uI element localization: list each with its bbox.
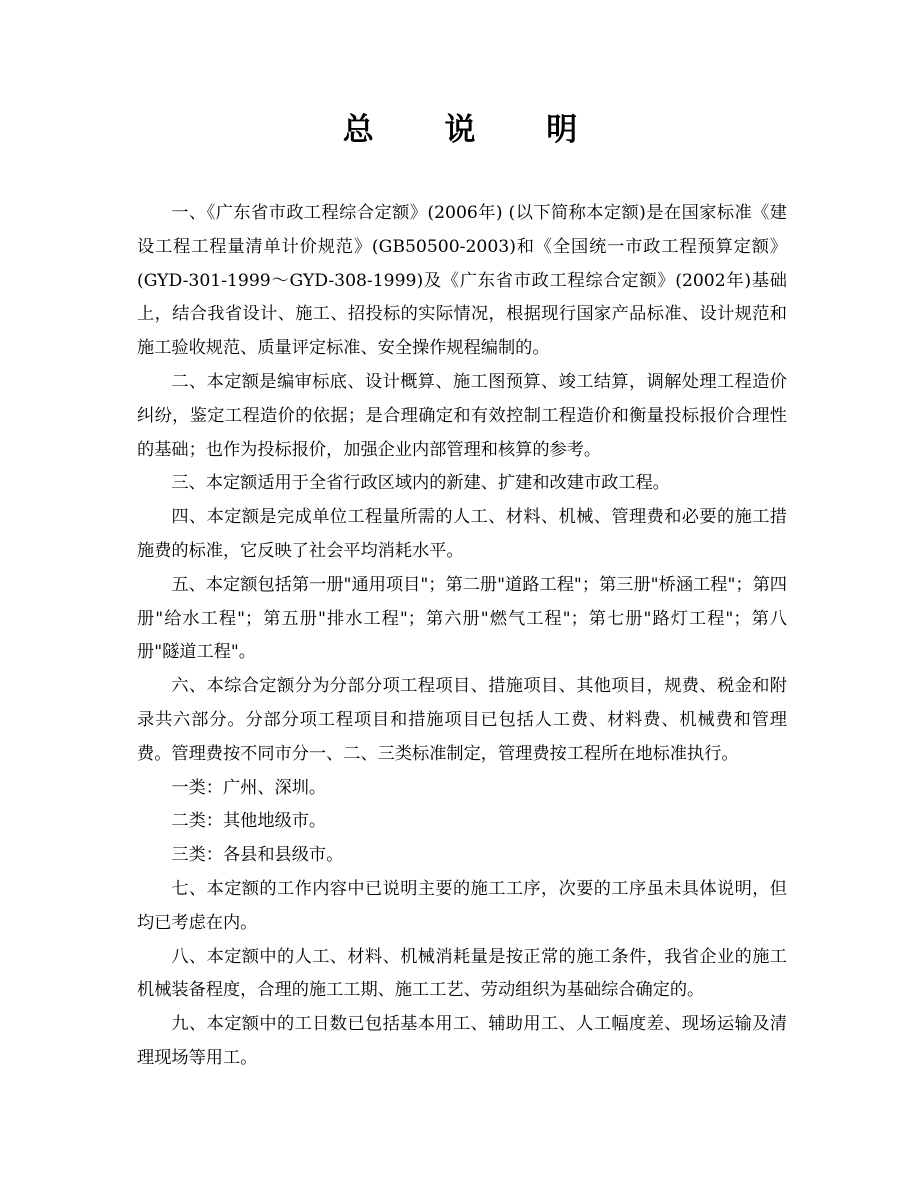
paragraph-7: 七、本定额的工作内容中已说明主要的施工工序，次要的工序虽未具体说明，但均已考虑在内。 <box>137 878 787 933</box>
page-title: 总 说 明 <box>342 112 608 148</box>
paragraph-1: 一、《广东省市政工程综合定额》(2006年) (以下简称本定额)是在国家标准《建设工程工程量清单计价规范》(GB50500-2003)和《全国统一市政工程预算定额》(GYD-301-1999～GYD-308-1999)及《广东省市政工程综合定额》(2002年)基础上，结合我省设计、施工、招投标的实际情况，根据现行国家产品标准、设计规范和施工验收规范、质量评定标准、安全操作规程编制的。 <box>137 203 787 359</box>
paragraph-4: 四、本定额是完成单位工程量所需的人工、材料、机械、管理费和必要的施工措施费的标准，它反映了社会平均消耗水平。 <box>137 507 787 561</box>
paragraph-category-3: 三类：各县和县级市。 <box>171 845 344 866</box>
paragraph-5: 五、本定额包括第一册"通用项目"；第二册"道路工程"；第三册"桥涵工程"；第四册"给水工程"；第五册"排水工程"；第六册"燃气工程"；第七册"路灯工程"；第八册"隧道工程"。 <box>137 574 787 663</box>
paragraph-8: 八、本定额中的人工、材料、机械消耗量是按正常的施工条件，我省企业的施工机械装备程度，合理的施工工期、施工工艺、劳动组织为基础综合确定的。 <box>137 946 787 1001</box>
document-body <box>137 197 787 1076</box>
paragraph-category-2: 二类：其他地级市。 <box>171 811 327 832</box>
paragraph-3: 三、本定额适用于全省行政区域内的新建、扩建和改建市政工程。 <box>171 473 670 494</box>
paragraph-2: 二、本定额是编审标底、设计概算、施工图预算、竣工结算，调解处理工程造价纠纷，鉴定工程造价的依据；是合理确定和有效控制工程造价和衡量投标报价合理性的基础；也作为投标报价，加强企业内部管理和核算的参考。 <box>137 371 787 460</box>
paragraph-9: 九、本定额中的工日数已包括基本用工、辅助用工、人工幅度差、现场运输及清理现场等用工。 <box>137 1014 787 1068</box>
paragraph-category-1: 一类：广州、深圳。 <box>171 777 327 798</box>
paragraph-6: 六、本综合定额分为分部分项工程项目、措施项目、其他项目，规费、税金和附录共六部分。分部分项工程项目和措施项目已包括人工费、材料费、机械费和管理费。管理费按不同市分一、二、三类标准制定，管理费按工程所在地标准执行。 <box>137 676 787 764</box>
